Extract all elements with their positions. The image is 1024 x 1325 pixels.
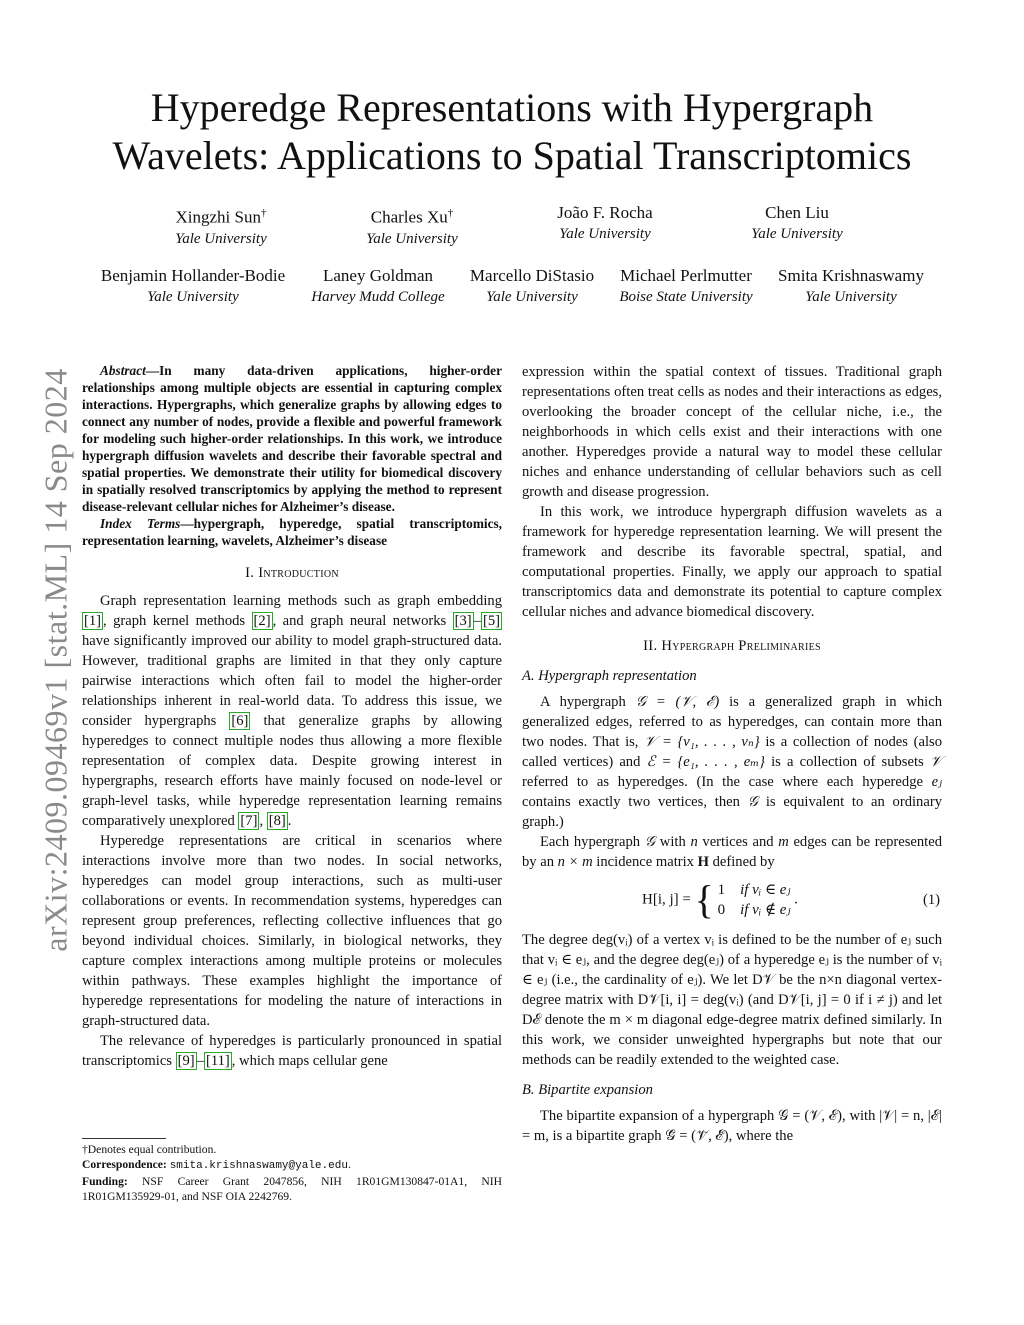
author-affiliation: Yale University [805, 289, 897, 305]
author-block [101, 265, 285, 307]
intro-continued-paragraph: expression within the spatial context of tissues. Traditional graph representations often treat cells as nodes and their interactions as edges, overlooking the broader concept of the cellular niche, i.e., the neighborhoods in which cells exist and their interactions with one another. Hyperedges provide a natural way to model these cellular niches and enhance understanding of cellular behaviors such as cell growth and disease progression. [522, 364, 942, 500]
equation-1 [522, 878, 942, 924]
equation-body: H[i, j] = { 1 if vᵢ ∈ eⱼ 0 if vᵢ ∉ eⱼ . [642, 877, 798, 922]
author-affiliation: Yale University [486, 289, 578, 305]
footnote-funding: Funding: NSF Career Grant 2047856, NIH 1R01GM130847-01A1, NIH 1R01GM135929-01, and NSF OIA 2242769. [82, 1175, 503, 1203]
subsection-heading-bipartite-expansion: B. Bipartite expansion [522, 1082, 653, 1098]
index-terms [82, 515, 502, 549]
bipartite-paragraph: The bipartite expansion of a hypergraph 𝒢 = (𝒱, ℰ), with |𝒱| = n, |ℰ| = m, is a bipartite graph 𝒢̃ = (𝒱̃, ℰ̃), where the [522, 1108, 942, 1144]
footnote-equal-contribution: †Denotes equal contribution. [82, 1143, 217, 1156]
equation-cases: 1 if vᵢ ∈ eⱼ 0 if vᵢ ∉ eⱼ [717, 882, 791, 918]
right-column [522, 362, 942, 1146]
author-affiliation: Yale University [147, 289, 239, 305]
citation-link[interactable]: [9] [177, 1053, 195, 1069]
author-name: Chen Liu [765, 203, 829, 222]
author-affiliation: Yale University [366, 230, 458, 247]
author-affiliation: Harvey Mudd College [311, 289, 445, 305]
degree-paragraph: The degree deg(vᵢ) of a vertex vᵢ is defined to be the number of eⱼ such that vᵢ ∈ eⱼ, and the degree deg(eⱼ) of a hyperedge eⱼ is the number of vᵢ ∈ eⱼ (i.e., the cardinality of eⱼ). We let D𝒱 be the n×n diagonal vertex-degree matrix with D𝒱[i, i] = deg(vᵢ) (and D𝒱[i, j] = 0 if i ≠ j) and let Dℰ denote the m × m diagonal edge-degree matrix defined similarly. In this work, we consider unweighted hypergraphs but note that our methods can be readily extended to the weighted case. [522, 932, 942, 1068]
paper-title [0, 84, 1024, 180]
intro-paragraph-3: The relevance of hyperedges is particularly pronounced in spatial transcriptomics [9] – [11] , which maps cellular gene [82, 1033, 502, 1069]
incidence-matrix-paragraph: Each hypergraph 𝒢 with n vertices and m edges can be represented by an n × m incidence matrix H defined by [522, 834, 942, 870]
footnote-divider [82, 1138, 166, 1139]
equation-brace: { [694, 877, 714, 922]
abstract [82, 362, 502, 515]
citation-link[interactable]: [7] [240, 813, 258, 829]
citation-link[interactable]: [1] [84, 613, 102, 629]
author-name: João F. Rocha [557, 203, 653, 222]
index-terms-text: —hypergraph, hyperedge, spatial transcriptomics, representation learning, wavelets, Alzheimer’s disease [82, 516, 503, 548]
section-heading-introduction: I. Introduction [245, 565, 339, 581]
section-heading-preliminaries: II. Hypergraph Preliminaries [643, 638, 821, 654]
citation-link[interactable]: [8] [268, 813, 286, 829]
index-terms-label: Index Terms [100, 516, 181, 531]
citation-link[interactable]: [11] [205, 1053, 230, 1069]
equation-lhs: H[i, j] = [642, 891, 691, 908]
author-affiliation: Yale University [175, 230, 267, 247]
citation-link[interactable]: [3] [454, 613, 472, 629]
citation-link[interactable]: [5] [482, 613, 500, 629]
author-name: Michael Perlmutter [620, 266, 752, 285]
intro-paragraph-contribution: In this work, we introduce hypergraph diffusion wavelets as a framework for hyperedge representation learning. We will present the framework and describe its favorable spectral, spatial, and computational properties. Finally, we apply our approach to spatial transcriptomics data and demonstrate its potential to capture complex cellular niches and advance biomedical discovery. [522, 504, 942, 620]
intro-paragraph-1: Graph representation learning methods such as graph embedding [1] , graph kernel methods [2] , and graph neural networks [3] – [5] have significantly improved our ability to model graph-structured data. However, traditional graphs are limited in that they only capture pairwise interactions which often fail to model the higher-order relationships inherent in real-world data. To address this issue, we consider hypergraphs [6] that generalize graphs by allowing hyperedges to connect multiple nodes thus allowing a more flexible representation of complex data. Despite growing interest in hypergraphs, research efforts have mainly focused on node-level or graph-level tasks, while hyperedge representation learning remains comparatively unexplored [7] , [8] . [82, 593, 503, 829]
title-line-1: Hyperedge Representations with Hypergraph [150, 85, 874, 130]
intro-paragraph-2: Hyperedge representations are critical in scenarios where interactions involve more than two nodes. In social networks, hyperedges can model group interactions, such as multi-user collaborations or events. In recommendation systems, hyperedges can represent group preferences, reflecting collective influences that go beyond individual choices. Similarly, in biological networks, they capture complex interactions among multiple proteins or molecules within pathways. These examples highlight the importance of hyperedge representations for modeling the nature of interactions in graph-structured data. [82, 833, 502, 1029]
author-block [470, 265, 594, 307]
correspondence-email[interactable]: smita.krishnaswamy@yale.edu [169, 1160, 348, 1172]
author-affiliation: Boise State University [619, 289, 753, 305]
left-column [82, 362, 502, 1071]
author-block [778, 265, 924, 307]
title-line-2: Wavelets: Applications to Spatial Transcriptomics [112, 133, 912, 178]
author-affiliation: Yale University [751, 226, 843, 242]
abstract-text: —In many data-driven applications, higher-order relationships among multiple objects are essential in capturing complex interactions. Hypergraphs, which generalize graphs by allowing edges to connect any number of nodes, provide a flexible and powerful framework for modeling such higher-order relationships. In this work, we introduce hypergraph diffusion wavelets and describe their favorable spectral and spatial properties. We demonstrate their utility for biomedical discovery in spatially resolved transcriptomics by applying the method to represent disease-relevant cellular niches for Alzheimer’s disease. [82, 363, 502, 514]
author-block [175, 202, 267, 249]
author-name: Laney Goldman [322, 266, 433, 285]
author-block [619, 265, 752, 307]
footnotes [82, 1142, 502, 1204]
hypergraph-definition-paragraph: A hypergraph 𝒢 = (𝒱, ℰ) is a generalized graph in which generalized edges, referred to as hyperedges, can contain more than two nodes. That is, 𝒱 = {v₁, . . . , vₙ} is a collection of nodes (also called vertices) and ℰ = {e₁, . . . , eₘ} is a collection of subsets 𝒱 referred to as hyperedges. (In the case where each hyperedge eⱼ contains exactly two vertices, then 𝒢 is equivalent to an ordinary graph.) [522, 694, 943, 830]
equation-number: (1) [922, 892, 940, 908]
arxiv-identifier: arXiv:2409.09469v1 [stat.ML] 14 Sep 2024 [37, 368, 74, 952]
author-block [366, 202, 458, 249]
author-name: Benjamin Hollander-Bodie [100, 266, 286, 285]
author-block [311, 265, 444, 307]
author-name: Xingzhi Sun† [175, 207, 267, 227]
subsection-heading-hypergraph-representation: A. Hypergraph representation [522, 668, 697, 684]
author-affiliation: Yale University [559, 226, 651, 242]
author-block [751, 202, 843, 244]
citation-link[interactable]: [2] [253, 613, 271, 629]
abstract-label: Abstract [100, 363, 146, 378]
author-block [557, 202, 652, 244]
citation-link[interactable]: [6] [231, 713, 249, 729]
author-name: Charles Xu† [370, 207, 454, 227]
author-name: Smita Krishnaswamy [778, 266, 924, 285]
footnote-correspondence: Correspondence: smita.krishnaswamy@yale.edu. [82, 1158, 351, 1172]
author-name: Marcello DiStasio [469, 266, 595, 285]
